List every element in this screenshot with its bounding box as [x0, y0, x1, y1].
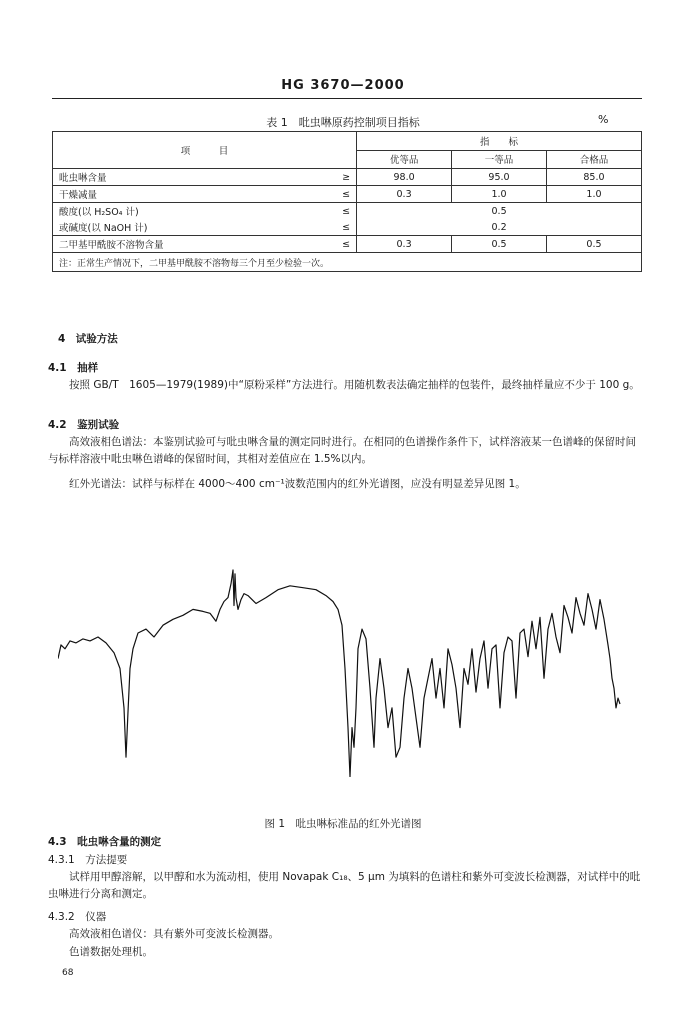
row-merged-value: 0.2: [357, 219, 642, 236]
table-row: [53, 219, 642, 236]
section-4-3-2-heading: 4.3.2 仪器: [48, 911, 107, 923]
table-unit: %: [598, 113, 609, 126]
grade-header: 一等品: [452, 150, 547, 169]
section-4-3-2-item-2: 色谱数据处理机。: [69, 946, 153, 958]
row-op: ≤: [320, 219, 357, 236]
row-value: 0.5: [452, 236, 547, 253]
section-4-1-heading: 4.1 抽样: [48, 362, 99, 374]
section-4-3-2-item-1: 高效液相色谱仪：具有紫外可变波长检测器。: [69, 928, 279, 940]
ir-spectrum-line: [58, 570, 620, 777]
grade-header: 优等品: [357, 150, 452, 169]
row-value: 95.0: [452, 169, 547, 186]
section-4-2-heading: 4.2 鉴别试验: [48, 419, 120, 431]
row-value: 85.0: [546, 169, 641, 186]
figure-caption: 图 1 吡虫啉标准品的红外光谱图: [264, 818, 422, 830]
section-4-2-para-1: 高效液相色谱法：本鉴别试验可与吡虫啉含量的测定同时进行。在相同的色谱操作条件下，试样溶液某一色谱峰的保留时间与标样溶液中吡虫啉色谱峰的保留时间，其相对差值应在 1.5%以内。: [48, 436, 636, 465]
section-4-3-heading: 4.3 吡虫啉含量的测定: [48, 836, 162, 848]
row-op: ≤: [320, 203, 357, 220]
section-4-3-1-heading: 4.3.1 方法提要: [48, 854, 128, 866]
page-number: 68: [62, 968, 74, 978]
row-name: 二甲基甲酰胺不溶物含量: [53, 236, 321, 253]
ir-spectrum-figure: [58, 562, 628, 777]
section-4-heading: 4 试验方法: [58, 333, 118, 345]
table-row: [53, 186, 642, 203]
row-value: 0.3: [357, 186, 452, 203]
grade-header: 合格品: [546, 150, 641, 169]
row-op: ≤: [320, 236, 357, 253]
row-value: 0.5: [546, 236, 641, 253]
row-op: ≤: [320, 186, 357, 203]
col-item-header: 项 目: [53, 132, 357, 169]
row-merged-value: 0.5: [357, 203, 642, 220]
section-4-3-1-text: 试样用甲醇溶解，以甲醇和水为流动相，使用 Novapak C₁₈、5 μm 为填料的色谱柱和紫外可变波长检测器，对试样中的吡虫啉进行分离和测定。: [48, 871, 641, 900]
section-4-2-para-2: 红外光谱法：试样与标样在 4000～400 cm⁻¹波数范围内的红外光谱图，应没有明显差异见图 1。: [69, 478, 526, 490]
table-note-row: [53, 253, 642, 272]
row-op: ≥: [320, 169, 357, 186]
row-name: 或碱度(以 NaOH 计): [53, 219, 321, 236]
table-caption: 表 1 吡虫啉原药控制项目指标: [266, 116, 420, 129]
table-row: [53, 236, 642, 253]
table-header-row: [53, 132, 642, 151]
row-name: 酸度(以 H₂SO₄ 计): [53, 203, 321, 220]
standard-header: HG 3670—2000: [281, 78, 405, 93]
row-value: 1.0: [452, 186, 547, 203]
row-name: 干燥减量: [53, 186, 321, 203]
col-index-header: 指 标: [357, 132, 642, 151]
row-value: 98.0: [357, 169, 452, 186]
row-name: 吡虫啉含量: [53, 169, 321, 186]
row-value: 1.0: [546, 186, 641, 203]
table-note: 注：正常生产情况下，二甲基甲酰胺不溶物每三个月至少检验一次。: [53, 253, 642, 272]
table-row: [53, 169, 642, 186]
section-4-1-text: 按照 GB/T 1605—1979(1989)中“原粉采样”方法进行。用随机数表法确定抽样的包装件，最终抽样量应不少于 100 g。: [69, 379, 640, 391]
header-rule: [52, 98, 642, 99]
row-value: 0.3: [357, 236, 452, 253]
table-row: [53, 203, 642, 220]
spec-table: [52, 131, 642, 272]
